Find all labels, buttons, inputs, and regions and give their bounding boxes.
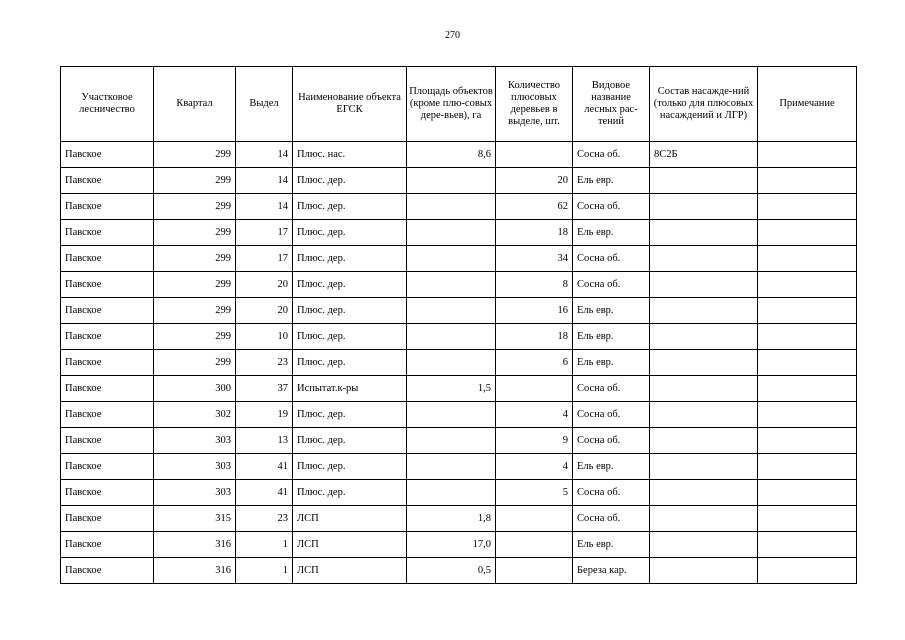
cell-object-name: ЛСП — [293, 506, 407, 532]
cell-composition — [650, 428, 758, 454]
header-area: Площадь объектов (кроме плю-совых дере-вьев), га — [407, 67, 496, 142]
cell-species: Береза кар. — [573, 558, 650, 584]
cell-quarter: 299 — [154, 272, 236, 298]
cell-tree-count: 62 — [496, 194, 573, 220]
cell-tree-count: 18 — [496, 324, 573, 350]
cell-note — [758, 220, 857, 246]
cell-composition — [650, 402, 758, 428]
cell-species: Ель евр. — [573, 168, 650, 194]
header-row — [61, 67, 857, 142]
cell-composition — [650, 246, 758, 272]
cell-area — [407, 402, 496, 428]
cell-object-name: ЛСП — [293, 558, 407, 584]
cell-area — [407, 350, 496, 376]
table-row — [61, 376, 857, 402]
cell-area: 8,6 — [407, 142, 496, 168]
cell-quarter: 299 — [154, 298, 236, 324]
cell-composition — [650, 532, 758, 558]
cell-district: Павское — [61, 558, 154, 584]
cell-object-name: Плюс. дер. — [293, 454, 407, 480]
table-body — [61, 142, 857, 584]
cell-note — [758, 246, 857, 272]
cell-composition — [650, 454, 758, 480]
cell-tree-count — [496, 506, 573, 532]
cell-district: Павское — [61, 506, 154, 532]
cell-quarter: 303 — [154, 480, 236, 506]
cell-section: 10 — [236, 324, 293, 350]
cell-district: Павское — [61, 194, 154, 220]
cell-area — [407, 194, 496, 220]
cell-area — [407, 272, 496, 298]
cell-area — [407, 454, 496, 480]
header-note: Примечание — [758, 67, 857, 142]
cell-note — [758, 506, 857, 532]
cell-composition — [650, 168, 758, 194]
cell-quarter: 316 — [154, 532, 236, 558]
cell-district: Павское — [61, 272, 154, 298]
cell-district: Павское — [61, 532, 154, 558]
table-row — [61, 454, 857, 480]
cell-district: Павское — [61, 454, 154, 480]
cell-quarter: 316 — [154, 558, 236, 584]
cell-species: Сосна об. — [573, 376, 650, 402]
cell-tree-count: 16 — [496, 298, 573, 324]
forestry-objects-table — [60, 66, 857, 584]
cell-tree-count: 20 — [496, 168, 573, 194]
cell-tree-count: 6 — [496, 350, 573, 376]
cell-object-name: Испытат.к-ры — [293, 376, 407, 402]
cell-district: Павское — [61, 324, 154, 350]
cell-area: 17,0 — [407, 532, 496, 558]
cell-object-name: Плюс. дер. — [293, 220, 407, 246]
cell-section: 20 — [236, 272, 293, 298]
cell-object-name: Плюс. дер. — [293, 272, 407, 298]
cell-district: Павское — [61, 428, 154, 454]
cell-quarter: 315 — [154, 506, 236, 532]
cell-note — [758, 428, 857, 454]
cell-composition — [650, 298, 758, 324]
cell-section: 1 — [236, 532, 293, 558]
cell-species: Сосна об. — [573, 480, 650, 506]
cell-object-name: ЛСП — [293, 532, 407, 558]
cell-object-name: Плюс. дер. — [293, 298, 407, 324]
cell-district: Павское — [61, 376, 154, 402]
cell-note — [758, 350, 857, 376]
cell-quarter: 302 — [154, 402, 236, 428]
cell-area — [407, 220, 496, 246]
cell-section: 19 — [236, 402, 293, 428]
cell-section: 37 — [236, 376, 293, 402]
cell-species: Ель евр. — [573, 454, 650, 480]
table-header — [61, 67, 857, 142]
cell-section: 17 — [236, 220, 293, 246]
cell-object-name: Плюс. дер. — [293, 402, 407, 428]
page-number: 270 — [445, 30, 460, 41]
cell-district: Павское — [61, 402, 154, 428]
cell-quarter: 300 — [154, 376, 236, 402]
header-district: Участковое лесничество — [61, 67, 154, 142]
table-row — [61, 298, 857, 324]
cell-object-name: Плюс. дер. — [293, 324, 407, 350]
cell-quarter: 303 — [154, 454, 236, 480]
cell-species: Сосна об. — [573, 246, 650, 272]
cell-quarter: 299 — [154, 324, 236, 350]
cell-section: 41 — [236, 480, 293, 506]
cell-note — [758, 168, 857, 194]
cell-section: 13 — [236, 428, 293, 454]
header-section: Выдел — [236, 67, 293, 142]
cell-species: Сосна об. — [573, 194, 650, 220]
cell-area — [407, 246, 496, 272]
cell-district: Павское — [61, 142, 154, 168]
cell-tree-count: 4 — [496, 454, 573, 480]
header-species: Видовое название лесных рас-тений — [573, 67, 650, 142]
table-row — [61, 532, 857, 558]
table-row — [61, 402, 857, 428]
table-row — [61, 480, 857, 506]
cell-note — [758, 402, 857, 428]
cell-tree-count: 18 — [496, 220, 573, 246]
cell-composition — [650, 220, 758, 246]
cell-species: Ель евр. — [573, 532, 650, 558]
cell-district: Павское — [61, 350, 154, 376]
cell-area — [407, 168, 496, 194]
table-row — [61, 220, 857, 246]
cell-area: 1,8 — [407, 506, 496, 532]
cell-composition — [650, 480, 758, 506]
cell-composition — [650, 376, 758, 402]
cell-composition — [650, 194, 758, 220]
cell-species: Ель евр. — [573, 350, 650, 376]
cell-species: Ель евр. — [573, 298, 650, 324]
cell-quarter: 299 — [154, 194, 236, 220]
cell-tree-count: 9 — [496, 428, 573, 454]
cell-section: 14 — [236, 142, 293, 168]
cell-tree-count — [496, 532, 573, 558]
cell-quarter: 299 — [154, 350, 236, 376]
cell-area: 1,5 — [407, 376, 496, 402]
header-object-name: Наименование объекта ЕГСК — [293, 67, 407, 142]
cell-object-name: Плюс. нас. — [293, 142, 407, 168]
cell-species: Сосна об. — [573, 402, 650, 428]
cell-section: 20 — [236, 298, 293, 324]
header-tree-count: Количество плюсовых деревьев в выделе, шт. — [496, 67, 573, 142]
cell-object-name: Плюс. дер. — [293, 246, 407, 272]
table-row — [61, 428, 857, 454]
cell-composition — [650, 350, 758, 376]
cell-composition — [650, 506, 758, 532]
cell-note — [758, 376, 857, 402]
cell-quarter: 299 — [154, 220, 236, 246]
cell-species: Ель евр. — [573, 324, 650, 350]
cell-quarter: 299 — [154, 142, 236, 168]
cell-tree-count: 4 — [496, 402, 573, 428]
header-quarter: Квартал — [154, 67, 236, 142]
cell-quarter: 303 — [154, 428, 236, 454]
table-row — [61, 272, 857, 298]
cell-species: Сосна об. — [573, 428, 650, 454]
cell-district: Павское — [61, 220, 154, 246]
cell-area — [407, 480, 496, 506]
cell-note — [758, 298, 857, 324]
cell-tree-count — [496, 142, 573, 168]
cell-district: Павское — [61, 168, 154, 194]
table-row — [61, 168, 857, 194]
cell-note — [758, 480, 857, 506]
cell-object-name: Плюс. дер. — [293, 350, 407, 376]
cell-tree-count: 5 — [496, 480, 573, 506]
cell-quarter: 299 — [154, 246, 236, 272]
cell-area: 0,5 — [407, 558, 496, 584]
cell-object-name: Плюс. дер. — [293, 428, 407, 454]
cell-composition — [650, 272, 758, 298]
cell-composition — [650, 558, 758, 584]
cell-district: Павское — [61, 480, 154, 506]
table-row — [61, 324, 857, 350]
table-row — [61, 506, 857, 532]
cell-tree-count: 34 — [496, 246, 573, 272]
cell-species: Ель евр. — [573, 220, 650, 246]
cell-object-name: Плюс. дер. — [293, 480, 407, 506]
cell-species: Сосна об. — [573, 142, 650, 168]
cell-note — [758, 324, 857, 350]
cell-composition — [650, 324, 758, 350]
cell-object-name: Плюс. дер. — [293, 194, 407, 220]
cell-note — [758, 454, 857, 480]
table-row — [61, 142, 857, 168]
cell-species: Сосна об. — [573, 506, 650, 532]
cell-section: 14 — [236, 194, 293, 220]
table-row — [61, 194, 857, 220]
cell-area — [407, 428, 496, 454]
header-composition: Состав насажде-ний (только для плюсовых насаждений и ЛГР) — [650, 67, 758, 142]
cell-tree-count — [496, 376, 573, 402]
cell-species: Сосна об. — [573, 272, 650, 298]
cell-quarter: 299 — [154, 168, 236, 194]
cell-composition: 8С2Б — [650, 142, 758, 168]
cell-area — [407, 324, 496, 350]
cell-object-name: Плюс. дер. — [293, 168, 407, 194]
cell-district: Павское — [61, 298, 154, 324]
cell-section: 17 — [236, 246, 293, 272]
cell-section: 41 — [236, 454, 293, 480]
cell-note — [758, 532, 857, 558]
table-row — [61, 246, 857, 272]
cell-area — [407, 298, 496, 324]
cell-section: 14 — [236, 168, 293, 194]
cell-district: Павское — [61, 246, 154, 272]
cell-tree-count: 8 — [496, 272, 573, 298]
cell-note — [758, 194, 857, 220]
cell-tree-count — [496, 558, 573, 584]
cell-note — [758, 272, 857, 298]
cell-section: 23 — [236, 506, 293, 532]
cell-note — [758, 142, 857, 168]
cell-section: 1 — [236, 558, 293, 584]
table-row — [61, 558, 857, 584]
table-row — [61, 350, 857, 376]
cell-section: 23 — [236, 350, 293, 376]
cell-note — [758, 558, 857, 584]
